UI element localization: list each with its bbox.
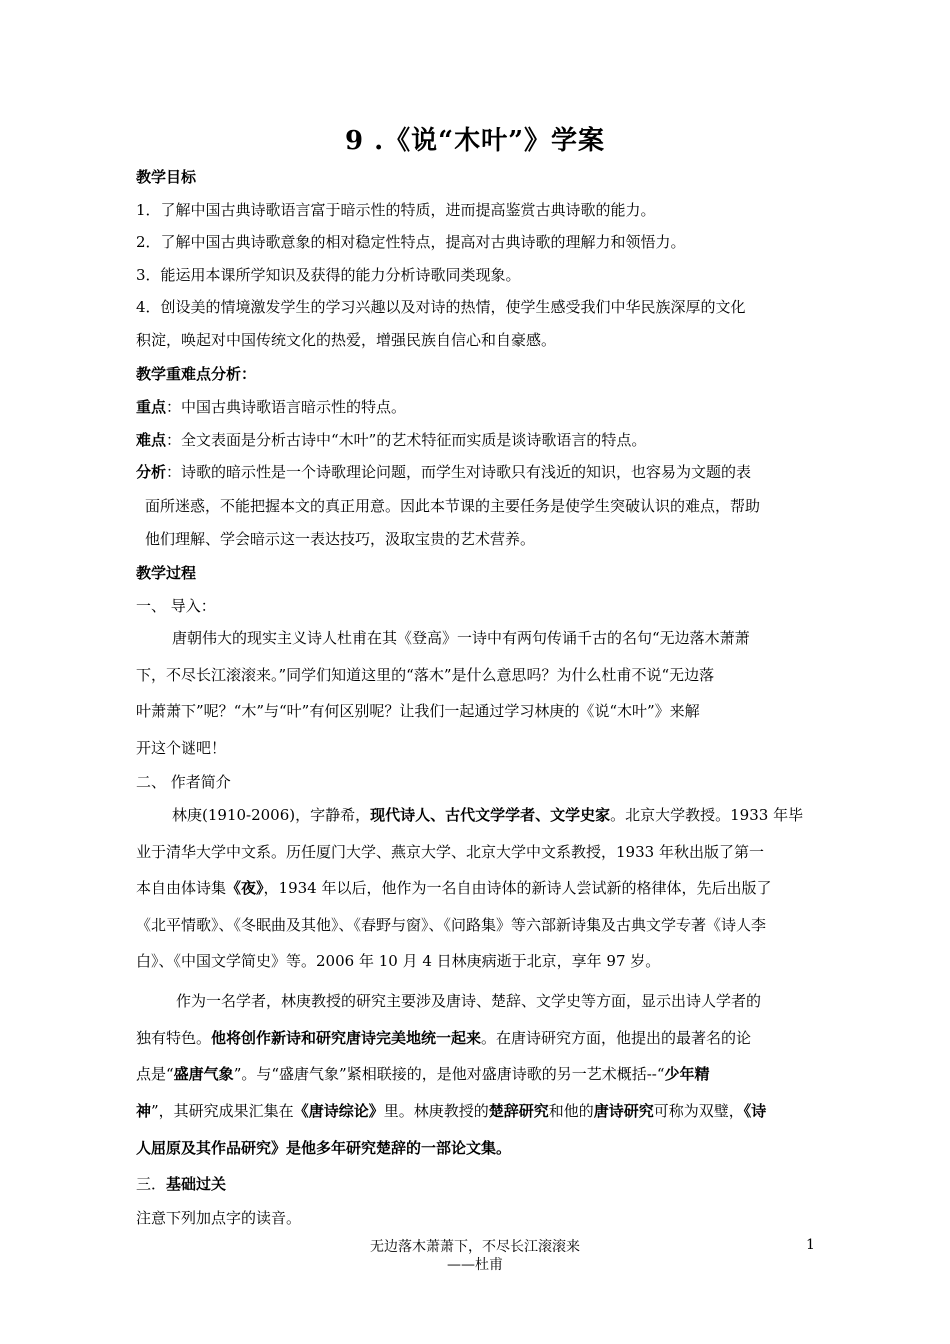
- author-p2-line-5: 人屈原及其作品研究》是他多年研究楚辞的一部论文集。: [136, 1139, 512, 1157]
- basics-heading-text: 基础过关: [166, 1175, 227, 1193]
- author-p2-line-3: [136, 1063, 816, 1084]
- author-p2-l4-b: ”，其研究成果汇集在: [151, 1102, 294, 1120]
- intro-heading: 一、 导入：: [136, 597, 216, 615]
- intro-line-2: 下，不尽长江滚滚来。”同学们知道这里的“落木”是什么意思吗？为什么杜甫不说“无边落: [136, 666, 715, 684]
- footer-author: ——杜甫: [447, 1257, 503, 1273]
- intro-line-4: 开这个谜吧！: [136, 739, 227, 757]
- author-p1-bold-titles: 现代诗人、古代文学学者、文学史家: [370, 806, 611, 824]
- author-p1-line-3: [136, 877, 816, 898]
- basics-heading: [136, 1173, 816, 1194]
- hard-point-text: ：全文表面是分析古诗中“木叶”的艺术特征而实质是谈诗歌语言的特点。: [166, 431, 647, 449]
- goal-item-3: 3．能运用本课所学知识及获得的能力分析诗歌同类现象。: [136, 266, 521, 284]
- author-p2-l4-f: 和他的: [548, 1102, 594, 1120]
- author-p1-l3-text-c: ，1934 年以后，他作为一名自由诗体的新诗人尝试新的格律体，先后出版了: [263, 879, 772, 897]
- author-p2-l2-c: 。在唐诗研究方面，他提出的最著名的论: [481, 1029, 752, 1047]
- key-point-text: ：中国古典诗歌语言暗示性的特点。: [166, 398, 407, 416]
- author-p2-l4-a: 神: [136, 1102, 152, 1120]
- author-p2-line-1: 作为一名学者，林庚教授的研究主要涉及唐诗、楚辞、文学史等方面，显示出诗人学者的: [176, 992, 762, 1010]
- author-p2-l2-bold: 他将创作新诗和研究唐诗完美地统一起来: [211, 1029, 482, 1047]
- author-p2-l3-bold-1: 盛唐气象: [173, 1065, 234, 1083]
- author-p2-line-2: [136, 1027, 816, 1048]
- analysis-line-1: [136, 461, 816, 482]
- basics-heading-number: 三．: [136, 1175, 167, 1193]
- footer-quote: 无边落木萧萧下，不尽长江滚滚来: [370, 1239, 580, 1255]
- hard-point: [136, 429, 816, 450]
- page-title: 9 .《说“木叶”》学案: [344, 126, 606, 156]
- author-p1-l3-bold: 《夜》: [226, 879, 264, 897]
- author-p2-l4-i: 《诗: [743, 1102, 767, 1120]
- page-number: 1: [806, 1237, 815, 1253]
- author-p2-l4-e: 楚辞研究: [488, 1102, 549, 1120]
- intro-line-3: 叶萧萧下”呢？“木”与“叶”有何区别呢？让我们一起通过学习林庚的《说“木叶”》来解: [136, 702, 700, 720]
- goal-item-4-cont: 积淀，唤起对中国传统文化的热爱，增强民族自信心和自豪感。: [136, 331, 557, 349]
- key-point-label: 重点: [136, 398, 167, 416]
- analysis-label: 分析: [136, 463, 167, 481]
- hard-point-label: 难点: [136, 431, 167, 449]
- author-p2-l2-a: 独有特色。: [136, 1029, 212, 1047]
- author-p2-l3-a: 点是“: [136, 1065, 174, 1083]
- basics-line: 注意下列加点字的读音。: [136, 1209, 302, 1227]
- goal-item-2: 2．了解中国古典诗歌意象的相对稳定性特点，提高对古典诗歌的理解力和领悟力。: [136, 233, 686, 251]
- goals-heading: 教学目标: [136, 168, 197, 186]
- author-p1-text-a: 林庚(1910-2006)，字静希，: [172, 806, 371, 824]
- key-point: [136, 396, 816, 417]
- author-p1-line-5: 白》、《中国文学简史》等。2006 年 10 月 4 日林庚病逝于北京，享年 97 岁。: [136, 952, 661, 970]
- analysis-line-3: 他们理解、学会暗示这一表达技巧，汲取宝贵的艺术营养。: [145, 530, 536, 548]
- intro-line-1: 唐朝伟大的现实主义诗人杜甫在其《登高》一诗中有两句传诵千古的名句“无边落木萧萧: [172, 629, 750, 647]
- analysis-text-1: ：诗歌的暗示性是一个诗歌理论问题，而学生对诗歌只有浅近的知识，也容易为文题的表: [166, 463, 752, 481]
- author-heading: 二、 作者简介: [136, 773, 231, 791]
- author-p2-l4-h: 可称为双璧，: [653, 1102, 744, 1120]
- process-heading: 教学过程: [136, 564, 197, 582]
- goal-item-1: 1．了解中国古典诗歌语言富于暗示性的特质，进而提高鉴赏古典诗歌的能力。: [136, 201, 656, 219]
- analysis-line-2: 面所迷惑，不能把握本文的真正用意。因此本节课的主要任务是使学生突破认识的难点，帮助: [145, 497, 761, 515]
- author-p2-line-4: [136, 1100, 816, 1121]
- author-p1-line-1: [172, 804, 852, 825]
- author-p2-l4-g: 唐诗研究: [593, 1102, 654, 1120]
- difficulty-heading: 教学重难点分析：: [136, 365, 257, 383]
- author-p2-l4-d: 里。林庚教授的: [383, 1102, 489, 1120]
- goal-item-4: 4．创设美的情境激发学生的学习兴趣以及对诗的热情，使学生感受我们中华民族深厚的文化: [136, 298, 746, 316]
- author-p2-l3-bold-2: 少年精: [664, 1065, 710, 1083]
- author-p1-text-c: 。北京大学教授。1933 年毕: [610, 806, 804, 824]
- author-p1-line-2: 业于清华大学中文系。历任厦门大学、燕京大学、北京大学中文系教授，1933 年秋出版了第一: [136, 843, 764, 861]
- author-p2-l3-c: ”。与“盛唐气象”紧相联接的，是他对盛唐诗歌的另一艺术概括--“: [233, 1065, 665, 1083]
- author-p2-l4-c: 《唐诗综论》: [293, 1102, 384, 1120]
- author-p1-line-4: 《北平情歌》、《冬眠曲及其他》、《春野与窗》、《问路集》等六部新诗集及古典文学专著《诗人李: [136, 916, 767, 934]
- author-p1-l3-text-a: 本自由体诗集: [136, 879, 227, 897]
